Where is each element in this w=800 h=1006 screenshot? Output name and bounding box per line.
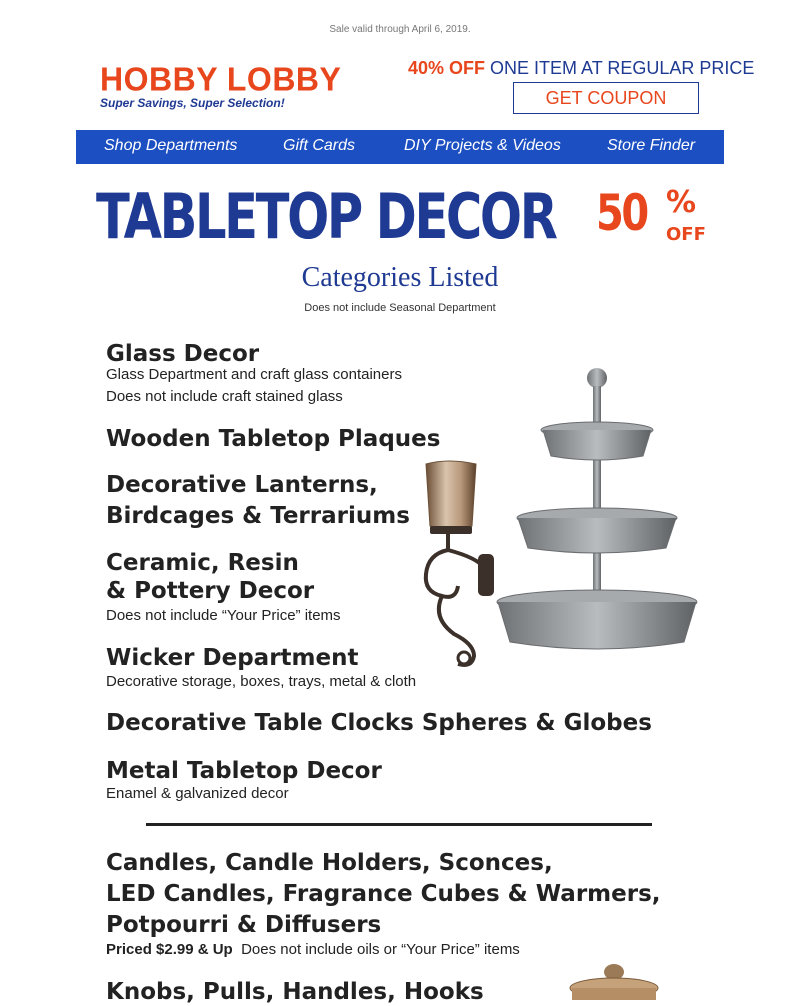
- nav-gift-cards[interactable]: Gift Cards: [283, 137, 356, 154]
- main-nav: [76, 130, 724, 164]
- hero-subtitle: Categories Listed: [301, 262, 499, 293]
- category-note: Glass Department and craft glass containers: [106, 366, 402, 383]
- category-heading: Wicker Department: [106, 645, 359, 671]
- category-note: Decorative storage, boxes, trays, metal & cloth: [106, 673, 417, 690]
- discount-badge: [596, 184, 706, 245]
- knobs-heading: Knobs, Pulls, Handles, Hooks: [106, 979, 484, 1005]
- category-heading: Decorative Lanterns,: [106, 472, 378, 498]
- hobby-lobby-logo[interactable]: [100, 59, 370, 110]
- discount-symbol: %: [666, 185, 697, 220]
- section-divider: [146, 823, 652, 826]
- discount-number: 50: [596, 184, 647, 242]
- category-note: Enamel & galvanized decor: [106, 785, 289, 802]
- candles-note: Does not include oils or “Your Price” items: [241, 941, 520, 958]
- category-heading: Decorative Table Clocks Spheres & Globes: [106, 710, 652, 736]
- preheader-text: Sale valid through April 6, 2019.: [329, 24, 471, 35]
- logo-wordmark: HOBBY LOBBY: [100, 59, 342, 98]
- category-heading: Metal Tabletop Decor: [106, 758, 382, 784]
- nav-diy-projects[interactable]: DIY Projects & Videos: [404, 137, 561, 154]
- category-heading: Glass Decor: [106, 341, 260, 367]
- promo-text: ONE ITEM AT REGULAR PRICE: [490, 58, 755, 78]
- get-coupon-button[interactable]: GET COUPON: [513, 82, 699, 114]
- promo-highlight: 40% OFF: [408, 58, 486, 78]
- candles-heading-line: LED Candles, Fragrance Cubes & Warmers,: [106, 881, 661, 907]
- logo-tagline: Super Savings, Super Selection!: [100, 96, 285, 110]
- category-note: Does not include craft stained glass: [106, 388, 343, 405]
- coupon-promo: [408, 58, 754, 79]
- hero-title: TABLETOP DECOR: [96, 180, 556, 253]
- wooden-canister-image: [566, 964, 662, 1000]
- category-heading: Birdcages & Terrariums: [106, 503, 410, 529]
- candles-price: Priced $2.99 & Up: [106, 941, 233, 958]
- nav-store-finder[interactable]: Store Finder: [607, 137, 696, 154]
- category-heading: & Pottery Decor: [106, 578, 315, 604]
- candles-heading-line: Candles, Candle Holders, Sconces,: [106, 850, 553, 876]
- nav-shop-departments[interactable]: Shop Departments: [104, 137, 238, 154]
- candles-price-line: [106, 939, 520, 961]
- tiered-tray-image: [496, 366, 700, 668]
- category-note: Does not include “Your Price” items: [106, 607, 341, 624]
- sconce-image: [418, 458, 498, 670]
- category-heading: Wooden Tabletop Plaques: [106, 426, 441, 452]
- discount-off: OFF: [666, 224, 706, 245]
- category-heading: Ceramic, Resin: [106, 550, 299, 576]
- candles-heading-line: Potpourri & Diffusers: [106, 912, 382, 938]
- hero-note: Does not include Seasonal Department: [304, 302, 496, 314]
